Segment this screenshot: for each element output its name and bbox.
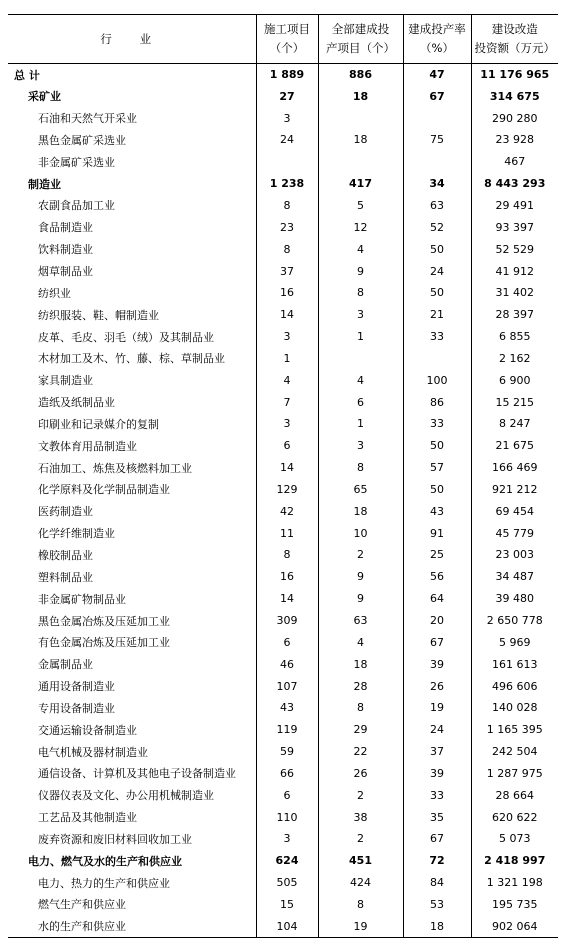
investment-amount-cell: 6 855 (471, 326, 558, 348)
table-row (8, 216, 558, 238)
completion-rate-cell: 24 (403, 260, 471, 282)
table-row (8, 872, 558, 894)
completed-projects-cell: 417 (318, 173, 403, 195)
completion-rate-cell (403, 107, 471, 129)
completed-projects-cell: 29 (318, 719, 403, 741)
industry-name-cell: 专用设备制造业 (38, 701, 115, 715)
completion-rate-cell: 84 (403, 872, 471, 894)
total-row (8, 64, 558, 86)
industry-name-cell: 皮革、毛皮、羽毛（绒）及其制品业 (38, 330, 214, 344)
industry-name-cell: 化学纤维制造业 (38, 527, 115, 541)
table-row (8, 479, 558, 501)
projects-under-construction-cell: 6 (256, 435, 318, 457)
completed-projects-cell: 18 (318, 500, 403, 522)
industry-investment-table (8, 14, 558, 938)
completed-projects-cell: 1 (318, 413, 403, 435)
investment-amount-cell: 8 247 (471, 413, 558, 435)
completed-projects-cell (318, 347, 403, 369)
completion-rate-cell: 63 (403, 195, 471, 217)
completed-projects-cell: 26 (318, 763, 403, 785)
table-row (8, 347, 558, 369)
projects-under-construction-cell: 104 (256, 915, 318, 937)
projects-under-construction-cell: 119 (256, 719, 318, 741)
completed-projects-cell: 18 (318, 653, 403, 675)
table-row (8, 151, 558, 173)
projects-under-construction-cell: 3 (256, 828, 318, 850)
table-body (8, 64, 558, 938)
header-completed-projects: 全部建成投 产项目（个） (318, 15, 403, 64)
industry-name-cell: 电力、热力的生产和供应业 (38, 876, 170, 890)
projects-under-construction-cell: 16 (256, 566, 318, 588)
projects-under-construction-cell: 11 (256, 522, 318, 544)
completion-rate-cell: 33 (403, 413, 471, 435)
completed-projects-cell: 2 (318, 784, 403, 806)
completion-rate-cell: 91 (403, 522, 471, 544)
table-row (8, 806, 558, 828)
completion-rate-cell: 26 (403, 675, 471, 697)
projects-under-construction-cell: 27 (256, 85, 318, 107)
projects-under-construction-cell: 43 (256, 697, 318, 719)
table-row (8, 304, 558, 326)
industry-name-cell: 通信设备、计算机及其他电子设备制造业 (38, 767, 236, 781)
industry-name-cell: 橡胶制品业 (38, 548, 93, 562)
table-row (8, 544, 558, 566)
projects-under-construction-cell: 505 (256, 872, 318, 894)
investment-amount-cell: 52 529 (471, 238, 558, 260)
completed-projects-cell: 19 (318, 915, 403, 937)
investment-amount-cell: 2 418 997 (471, 850, 558, 872)
industry-name-cell: 木材加工及木、竹、藤、棕、草制品业 (38, 352, 225, 366)
completed-projects-cell: 22 (318, 741, 403, 763)
industry-name-cell: 饮料制造业 (38, 243, 93, 257)
investment-amount-cell: 6 900 (471, 369, 558, 391)
table-row (8, 129, 558, 151)
projects-under-construction-cell: 309 (256, 610, 318, 632)
completion-rate-cell: 47 (403, 64, 471, 86)
investment-amount-cell: 93 397 (471, 216, 558, 238)
projects-under-construction-cell: 1 238 (256, 173, 318, 195)
industry-name-cell: 食品制造业 (38, 221, 93, 235)
projects-under-construction-cell: 14 (256, 588, 318, 610)
industry-name-cell: 农副食品加工业 (38, 199, 115, 213)
completion-rate-cell: 24 (403, 719, 471, 741)
completed-projects-cell: 18 (318, 129, 403, 151)
completion-rate-cell (403, 347, 471, 369)
table-row (8, 326, 558, 348)
completion-rate-cell: 67 (403, 85, 471, 107)
completed-projects-cell: 38 (318, 806, 403, 828)
industry-name-cell: 制造业 (28, 177, 61, 191)
sector-row (8, 850, 558, 872)
completed-projects-cell: 5 (318, 195, 403, 217)
table-row (8, 107, 558, 129)
completion-rate-cell: 20 (403, 610, 471, 632)
investment-amount-cell: 45 779 (471, 522, 558, 544)
completed-projects-cell: 8 (318, 457, 403, 479)
completed-projects-cell: 8 (318, 282, 403, 304)
completed-projects-cell: 1 (318, 326, 403, 348)
projects-under-construction-cell: 46 (256, 653, 318, 675)
table-row (8, 653, 558, 675)
completed-projects-cell: 9 (318, 260, 403, 282)
investment-amount-cell: 242 504 (471, 741, 558, 763)
industry-name-cell: 非金属矿物制品业 (38, 592, 126, 606)
investment-amount-cell: 23 928 (471, 129, 558, 151)
completed-projects-cell: 63 (318, 610, 403, 632)
completed-projects-cell: 10 (318, 522, 403, 544)
completed-projects-cell (318, 151, 403, 173)
table-row (8, 631, 558, 653)
industry-name-cell: 石油和天然气开采业 (38, 112, 137, 126)
projects-under-construction-cell: 66 (256, 763, 318, 785)
table-row (8, 522, 558, 544)
statistics-table-container (8, 14, 558, 938)
projects-under-construction-cell: 3 (256, 413, 318, 435)
projects-under-construction-cell: 624 (256, 850, 318, 872)
investment-amount-cell: 11 176 965 (471, 64, 558, 86)
industry-name-cell: 塑料制品业 (38, 570, 93, 584)
table-row (8, 500, 558, 522)
completed-projects-cell: 2 (318, 828, 403, 850)
investment-amount-cell: 15 215 (471, 391, 558, 413)
table-row (8, 238, 558, 260)
completed-projects-cell: 8 (318, 697, 403, 719)
completion-rate-cell: 67 (403, 631, 471, 653)
investment-amount-cell: 161 613 (471, 653, 558, 675)
table-row (8, 610, 558, 632)
completion-rate-cell: 35 (403, 806, 471, 828)
completion-rate-cell: 19 (403, 697, 471, 719)
industry-name-cell: 工艺品及其他制造业 (38, 811, 137, 825)
table-row (8, 435, 558, 457)
industry-name-cell: 医药制造业 (38, 505, 93, 519)
completed-projects-cell: 28 (318, 675, 403, 697)
projects-under-construction-cell: 37 (256, 260, 318, 282)
table-row (8, 413, 558, 435)
table-row (8, 260, 558, 282)
completion-rate-cell: 21 (403, 304, 471, 326)
projects-under-construction-cell: 129 (256, 479, 318, 501)
investment-amount-cell: 1 165 395 (471, 719, 558, 741)
completed-projects-cell: 8 (318, 894, 403, 916)
table-row (8, 675, 558, 697)
industry-name-cell: 非金属矿采选业 (38, 155, 115, 169)
investment-amount-cell: 2 162 (471, 347, 558, 369)
investment-amount-cell: 39 480 (471, 588, 558, 610)
investment-amount-cell: 467 (471, 151, 558, 173)
header-completion-rate: 建成投产率 （%） (403, 15, 471, 64)
investment-amount-cell: 140 028 (471, 697, 558, 719)
completed-projects-cell (318, 107, 403, 129)
projects-under-construction-cell (256, 151, 318, 173)
industry-name-cell: 化学原料及化学制品制造业 (38, 483, 170, 497)
completed-projects-cell: 6 (318, 391, 403, 413)
projects-under-construction-cell: 8 (256, 238, 318, 260)
industry-name-cell: 烟草制品业 (38, 265, 93, 279)
industry-name-cell: 造纸及纸制品业 (38, 396, 115, 410)
table-header (8, 15, 558, 64)
completion-rate-cell: 56 (403, 566, 471, 588)
completion-rate-cell: 67 (403, 828, 471, 850)
industry-name-cell: 石油加工、炼焦及核燃料加工业 (38, 461, 192, 475)
completed-projects-cell: 2 (318, 544, 403, 566)
industry-name-cell: 纺织业 (38, 286, 71, 300)
projects-under-construction-cell: 3 (256, 326, 318, 348)
completion-rate-cell: 75 (403, 129, 471, 151)
completed-projects-cell: 12 (318, 216, 403, 238)
investment-amount-cell: 21 675 (471, 435, 558, 457)
investment-amount-cell: 1 321 198 (471, 872, 558, 894)
completion-rate-cell: 50 (403, 435, 471, 457)
completion-rate-cell: 86 (403, 391, 471, 413)
investment-amount-cell: 69 454 (471, 500, 558, 522)
completion-rate-cell: 34 (403, 173, 471, 195)
industry-name-cell: 水的生产和供应业 (8, 915, 256, 937)
completion-rate-cell: 100 (403, 369, 471, 391)
projects-under-construction-cell: 23 (256, 216, 318, 238)
investment-amount-cell: 5 969 (471, 631, 558, 653)
investment-amount-cell: 902 064 (471, 915, 558, 937)
investment-amount-cell: 496 606 (471, 675, 558, 697)
investment-amount-cell: 620 622 (471, 806, 558, 828)
completion-rate-cell: 37 (403, 741, 471, 763)
completed-projects-cell: 3 (318, 304, 403, 326)
projects-under-construction-cell: 14 (256, 457, 318, 479)
projects-under-construction-cell: 59 (256, 741, 318, 763)
projects-under-construction-cell: 6 (256, 631, 318, 653)
completion-rate-cell: 33 (403, 784, 471, 806)
projects-under-construction-cell: 1 889 (256, 64, 318, 86)
industry-name-cell: 金属制品业 (38, 658, 93, 672)
investment-amount-cell: 23 003 (471, 544, 558, 566)
investment-amount-cell: 166 469 (471, 457, 558, 479)
header-projects-under-construction: 施工项目 （个） (256, 15, 318, 64)
projects-under-construction-cell: 24 (256, 129, 318, 151)
investment-amount-cell: 34 487 (471, 566, 558, 588)
completion-rate-cell: 25 (403, 544, 471, 566)
projects-under-construction-cell: 110 (256, 806, 318, 828)
completion-rate-cell: 50 (403, 282, 471, 304)
completion-rate-cell: 53 (403, 894, 471, 916)
investment-amount-cell: 290 280 (471, 107, 558, 129)
investment-amount-cell: 41 912 (471, 260, 558, 282)
industry-name-cell: 纺织服装、鞋、帽制造业 (38, 308, 159, 322)
investment-amount-cell: 28 664 (471, 784, 558, 806)
completion-rate-cell (403, 151, 471, 173)
industry-name-cell: 黑色金属冶炼及压延加工业 (38, 614, 170, 628)
industry-name-cell: 总 计 (14, 68, 40, 82)
industry-name-cell: 废弃资源和废旧材料回收加工业 (38, 832, 192, 846)
projects-under-construction-cell: 1 (256, 347, 318, 369)
investment-amount-cell: 5 073 (471, 828, 558, 850)
investment-amount-cell: 2 650 778 (471, 610, 558, 632)
industry-name-cell: 电力、燃气及水的生产和供应业 (28, 854, 182, 868)
industry-name-cell: 通用设备制造业 (38, 680, 115, 694)
industry-name-cell: 印刷业和记录媒介的复制 (38, 417, 159, 431)
header-investment-amount: 建设改造 投资额（万元） (471, 15, 558, 64)
header-industry: 行 业 (8, 15, 256, 64)
table-row (8, 588, 558, 610)
sector-row (8, 173, 558, 195)
completion-rate-cell: 64 (403, 588, 471, 610)
completed-projects-cell: 9 (318, 566, 403, 588)
projects-under-construction-cell: 8 (256, 544, 318, 566)
projects-under-construction-cell: 6 (256, 784, 318, 806)
projects-under-construction-cell: 16 (256, 282, 318, 304)
completion-rate-cell: 18 (403, 915, 471, 937)
projects-under-construction-cell: 8 (256, 195, 318, 217)
industry-name-cell: 文教体育用品制造业 (38, 439, 137, 453)
projects-under-construction-cell: 42 (256, 500, 318, 522)
projects-under-construction-cell: 7 (256, 391, 318, 413)
table-row (8, 784, 558, 806)
investment-amount-cell: 314 675 (471, 85, 558, 107)
projects-under-construction-cell: 14 (256, 304, 318, 326)
completed-projects-cell: 4 (318, 238, 403, 260)
table-row (8, 282, 558, 304)
industry-name-cell: 有色金属冶炼及压延加工业 (38, 636, 170, 650)
completed-projects-cell: 451 (318, 850, 403, 872)
completed-projects-cell: 4 (318, 369, 403, 391)
completed-projects-cell: 65 (318, 479, 403, 501)
sector-row (8, 85, 558, 107)
completed-projects-cell: 18 (318, 85, 403, 107)
investment-amount-cell: 29 491 (471, 195, 558, 217)
table-row (8, 369, 558, 391)
investment-amount-cell: 8 443 293 (471, 173, 558, 195)
industry-name-cell: 家具制造业 (38, 374, 93, 388)
completed-projects-cell: 3 (318, 435, 403, 457)
completion-rate-cell: 33 (403, 326, 471, 348)
industry-name-cell: 采矿业 (28, 90, 61, 104)
completion-rate-cell: 39 (403, 763, 471, 785)
table-row (8, 719, 558, 741)
industry-name-cell: 燃气生产和供应业 (38, 898, 126, 912)
table-row (8, 391, 558, 413)
projects-under-construction-cell: 107 (256, 675, 318, 697)
table-row (8, 828, 558, 850)
completion-rate-cell: 50 (403, 238, 471, 260)
projects-under-construction-cell: 15 (256, 894, 318, 916)
projects-under-construction-cell: 3 (256, 107, 318, 129)
completion-rate-cell: 72 (403, 850, 471, 872)
industry-name-cell: 黑色金属矿采选业 (38, 133, 126, 147)
completion-rate-cell: 43 (403, 500, 471, 522)
table-row (8, 915, 558, 937)
investment-amount-cell: 195 735 (471, 894, 558, 916)
table-row (8, 763, 558, 785)
completed-projects-cell: 886 (318, 64, 403, 86)
industry-name-cell: 交通运输设备制造业 (38, 723, 137, 737)
table-row (8, 457, 558, 479)
completion-rate-cell: 57 (403, 457, 471, 479)
investment-amount-cell: 28 397 (471, 304, 558, 326)
completed-projects-cell: 424 (318, 872, 403, 894)
investment-amount-cell: 31 402 (471, 282, 558, 304)
projects-under-construction-cell: 4 (256, 369, 318, 391)
table-row (8, 894, 558, 916)
table-row (8, 697, 558, 719)
investment-amount-cell: 921 212 (471, 479, 558, 501)
table-row (8, 566, 558, 588)
completion-rate-cell: 52 (403, 216, 471, 238)
industry-name-cell: 仪器仪表及文化、办公用机械制造业 (38, 789, 214, 803)
table-row (8, 195, 558, 217)
completed-projects-cell: 9 (318, 588, 403, 610)
table-row (8, 741, 558, 763)
industry-name-cell: 电气机械及器材制造业 (38, 745, 148, 759)
completion-rate-cell: 50 (403, 479, 471, 501)
investment-amount-cell: 1 287 975 (471, 763, 558, 785)
completed-projects-cell: 4 (318, 631, 403, 653)
completion-rate-cell: 39 (403, 653, 471, 675)
